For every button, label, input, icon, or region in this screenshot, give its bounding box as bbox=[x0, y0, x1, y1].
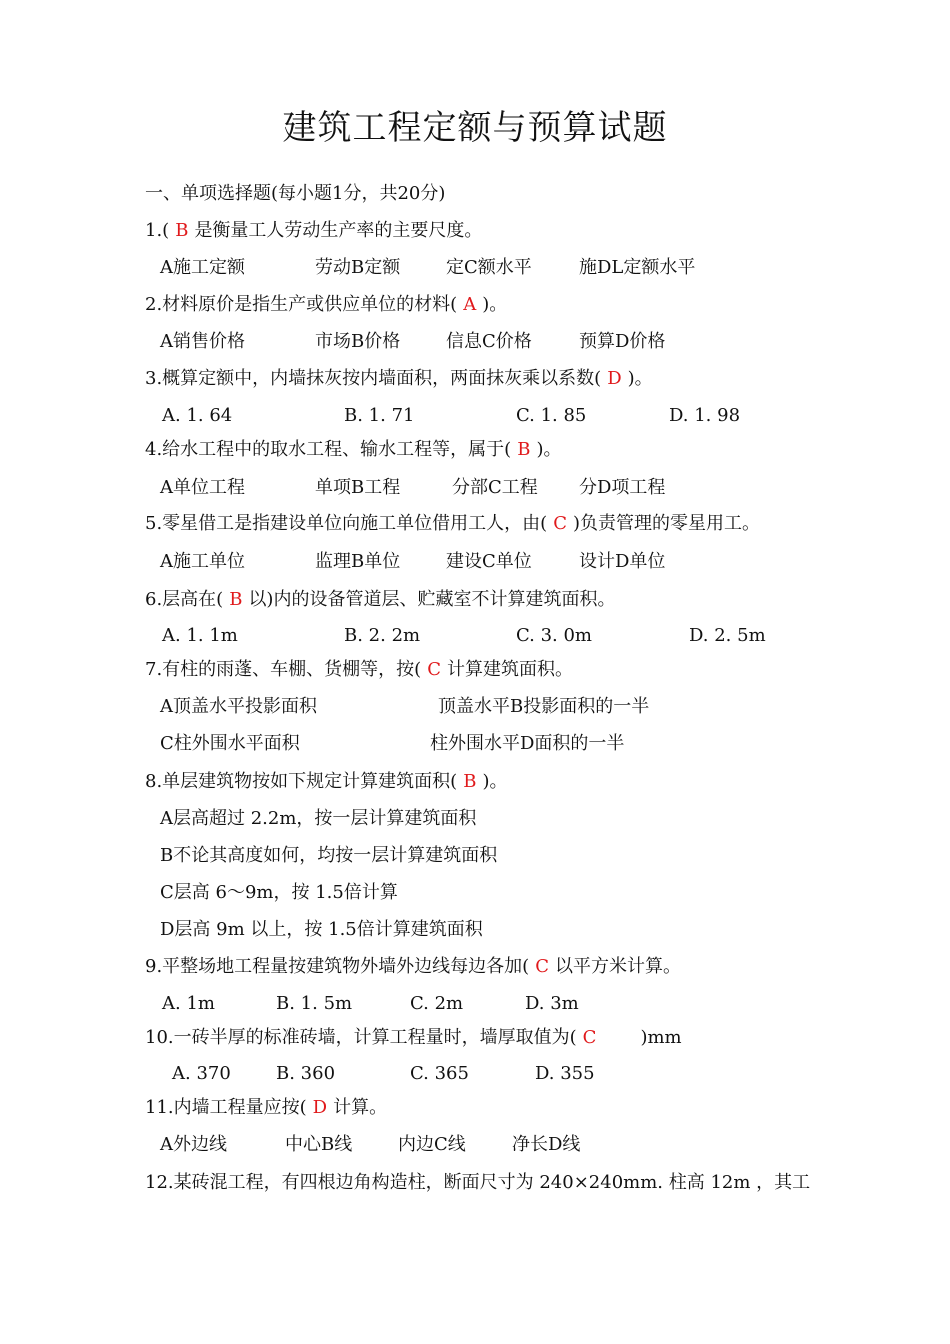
question-text: 8.单层建筑物按如下规定计算建筑面积( bbox=[145, 771, 458, 792]
question-text: 9.平整场地工程量按建筑物外墙外边线每边各加( bbox=[145, 956, 530, 977]
question-8 bbox=[145, 770, 507, 794]
option-d: 设计D单位 bbox=[579, 551, 666, 572]
answer-mark: B bbox=[229, 589, 243, 610]
option-c: 分部C工程 bbox=[452, 477, 538, 498]
option-a: A外边线 bbox=[160, 1134, 227, 1155]
option-d: D层高 9m 以上，按 1.5倍计算建筑面积 bbox=[160, 919, 483, 940]
question-2 bbox=[145, 293, 507, 317]
question-text: 5.零星借工是指建设单位向施工单位借用工人，由( bbox=[145, 513, 548, 534]
option-c: 建设C单位 bbox=[446, 551, 532, 572]
question-text: )。 bbox=[482, 294, 508, 315]
question-7 bbox=[145, 658, 573, 682]
option-d: D. 2. 5m bbox=[689, 625, 766, 646]
question-text: )mm bbox=[640, 1027, 682, 1048]
section-heading: 一、单项选择题(每小题1分，共20分) bbox=[145, 183, 446, 204]
option-b: 市场B价格 bbox=[315, 331, 401, 352]
option-b: 单项B工程 bbox=[315, 477, 401, 498]
option-b: B. 360 bbox=[276, 1063, 336, 1084]
option-c: C. 2m bbox=[410, 993, 464, 1014]
answer-mark: C bbox=[553, 513, 567, 534]
question-text: 6.层高在( bbox=[145, 589, 224, 610]
question-text: 7.有柱的雨蓬、车棚、货棚等，按( bbox=[145, 659, 422, 680]
option-b: 中心B线 bbox=[285, 1134, 353, 1155]
option-b: 监理B单位 bbox=[315, 551, 401, 572]
answer-mark: C bbox=[427, 659, 441, 680]
option-c: 内边C线 bbox=[398, 1134, 466, 1155]
option-c: 信息C价格 bbox=[446, 331, 532, 352]
question-3 bbox=[145, 367, 653, 391]
question-9 bbox=[145, 955, 681, 979]
option-a: A施工单位 bbox=[160, 551, 245, 572]
option-a: A施工定额 bbox=[160, 257, 245, 278]
answer-mark: C bbox=[535, 956, 549, 977]
option-c: C. 1. 85 bbox=[516, 405, 587, 426]
option-b: B不论其高度如何，均按一层计算建筑面积 bbox=[160, 845, 498, 866]
option-a: A销售价格 bbox=[160, 331, 245, 352]
option-b: 劳动B定额 bbox=[315, 257, 401, 278]
question-1 bbox=[145, 219, 482, 243]
option-c: C. 365 bbox=[410, 1063, 469, 1084]
question-text: 4.给水工程中的取水工程、输水工程等，属于( bbox=[145, 439, 512, 460]
option-d: 柱外围水平D面积的一半 bbox=[430, 733, 625, 754]
answer-mark: B bbox=[175, 220, 189, 241]
option-b: B. 1. 71 bbox=[344, 405, 415, 426]
option-a: A. 1m bbox=[162, 993, 215, 1014]
option-c: C柱外围水平面积 bbox=[160, 733, 300, 754]
option-a: A层高超过 2.2m，按一层计算建筑面积 bbox=[160, 808, 477, 829]
option-b: 顶盖水平B投影面积的一半 bbox=[438, 696, 650, 717]
answer-mark: D bbox=[312, 1097, 328, 1118]
option-a: A顶盖水平投影面积 bbox=[160, 696, 317, 717]
question-text: 1.( bbox=[145, 220, 170, 241]
option-a: A单位工程 bbox=[160, 477, 245, 498]
option-d: D. 3m bbox=[525, 993, 579, 1014]
option-c: 定C额水平 bbox=[446, 257, 532, 278]
question-text: 计算建筑面积。 bbox=[446, 659, 573, 680]
answer-mark: C bbox=[582, 1027, 597, 1048]
question-text: )。 bbox=[482, 771, 508, 792]
question-text: 11.内墙工程量应按( bbox=[145, 1097, 307, 1118]
question-text: )。 bbox=[536, 439, 562, 460]
question-5 bbox=[145, 512, 760, 536]
option-d: 净长D线 bbox=[512, 1134, 581, 1155]
question-6 bbox=[145, 588, 615, 612]
question-10 bbox=[145, 1026, 682, 1050]
answer-mark: A bbox=[463, 294, 477, 315]
question-text: )负责管理的零星用工。 bbox=[572, 513, 761, 534]
option-a: A. 1. 1m bbox=[162, 625, 238, 646]
question-text: 是衡量工人劳动生产率的主要尺度。 bbox=[194, 220, 483, 241]
question-text: )。 bbox=[627, 368, 653, 389]
option-b: B. 1. 5m bbox=[276, 993, 353, 1014]
answer-mark: B bbox=[463, 771, 477, 792]
option-d: 施DL定额水平 bbox=[579, 257, 696, 278]
option-b: B. 2. 2m bbox=[344, 625, 421, 646]
option-d: D. 1. 98 bbox=[669, 405, 741, 426]
answer-mark: D bbox=[607, 368, 622, 389]
document-title: 建筑工程定额与预算试题 bbox=[282, 108, 668, 148]
question-12: 12.某砖混工程，有四根边角构造柱，断面尺寸为 240×240mm. 柱高 12m ，其工 bbox=[145, 1172, 811, 1193]
option-a: A. 370 bbox=[172, 1063, 231, 1084]
question-text: 以平方米计算。 bbox=[554, 956, 681, 977]
question-4 bbox=[145, 438, 561, 462]
option-d: 预算D价格 bbox=[579, 331, 666, 352]
option-c: C层高 6～9m，按 1.5倍计算 bbox=[160, 882, 398, 903]
option-d: 分D项工程 bbox=[579, 477, 666, 498]
question-text: 2.材料原价是指生产或供应单位的材料( bbox=[145, 294, 458, 315]
question-text: 计算。 bbox=[333, 1097, 388, 1118]
answer-mark: B bbox=[517, 439, 531, 460]
question-text: 10.一砖半厚的标准砖墙，计算工程量时，墙厚取值为( bbox=[145, 1027, 577, 1048]
question-11 bbox=[145, 1096, 387, 1120]
option-a: A. 1. 64 bbox=[162, 405, 233, 426]
option-c: C. 3. 0m bbox=[516, 625, 592, 646]
question-text: 以)内的设备管道层、贮藏室不计算建筑面积。 bbox=[248, 589, 616, 610]
question-text: 3.概算定额中，内墙抹灰按内墙面积，两面抹灰乘以系数( bbox=[145, 368, 602, 389]
option-d: D. 355 bbox=[535, 1063, 595, 1084]
